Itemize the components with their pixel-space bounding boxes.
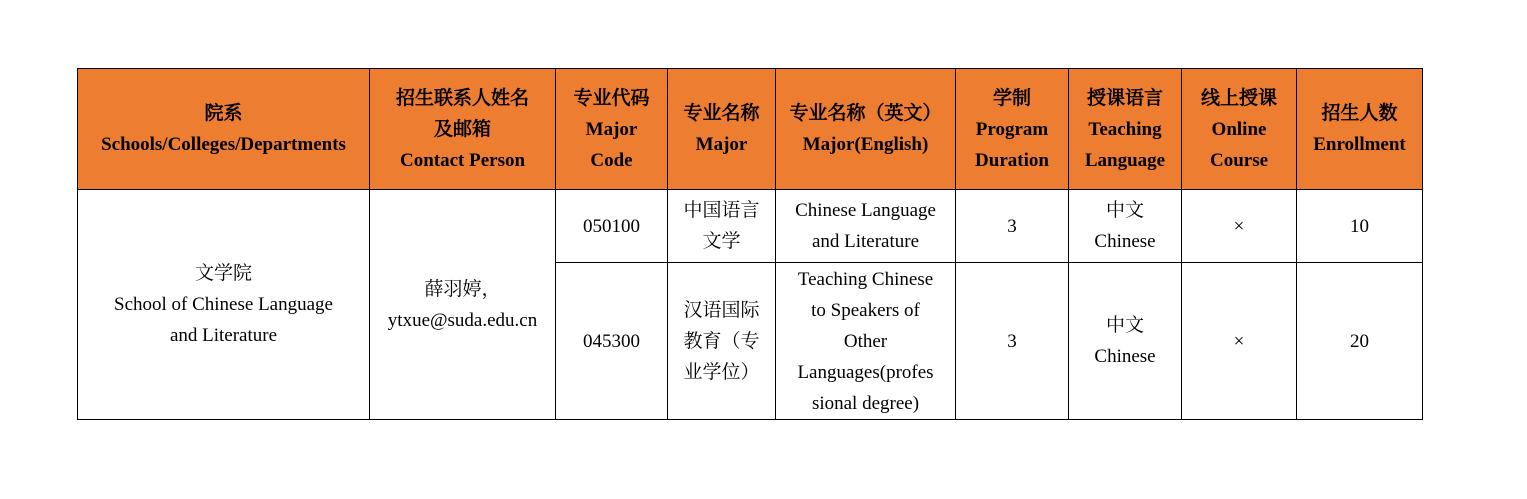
major-en-line: and Literature [811, 231, 920, 252]
major-code-cell: 045300 [556, 263, 668, 420]
header-contact-en: Contact Person [399, 149, 526, 171]
header-department-zh: 院系 [204, 103, 243, 124]
header-contact-zh-2: 及邮箱 [433, 118, 491, 140]
header-row [78, 69, 1423, 190]
header-language [1069, 69, 1182, 190]
header-language-zh: 授课语言 [1086, 87, 1163, 109]
header-language-en-1: Teaching [1088, 118, 1162, 140]
major-en-cell [776, 263, 956, 420]
header-language-en-2: Language [1084, 149, 1166, 171]
major-code-cell: 050100 [556, 190, 668, 263]
header-major-en: Major [695, 134, 748, 155]
language-en: Chinese [1094, 231, 1156, 252]
online-cell: × [1182, 190, 1297, 263]
language-cell [1069, 190, 1182, 263]
header-major [668, 69, 776, 190]
contact-name: 薛羽婷， [424, 278, 501, 300]
major-en-line: Chinese Language [795, 200, 936, 221]
duration-cell: 3 [956, 263, 1069, 420]
table-row [78, 190, 1423, 263]
header-duration-en-2: Duration [975, 149, 1049, 171]
header-enrollment-zh: 招生人数 [1321, 103, 1398, 124]
enrollment-cell: 20 [1297, 263, 1423, 420]
header-online [1182, 69, 1297, 190]
header-contact [370, 69, 556, 190]
header-major-code [556, 69, 668, 190]
major-en-line: Other [843, 330, 888, 352]
major-zh-line: 汉语国际 [683, 299, 760, 321]
header-enrollment-en: Enrollment [1313, 134, 1406, 155]
school-zh: 文学院 [194, 263, 252, 284]
major-zh-cell [668, 190, 776, 263]
admissions-table [77, 68, 1423, 420]
major-zh-line: 文学 [702, 231, 741, 252]
header-department [78, 69, 370, 190]
header-online-en-2: Course [1209, 149, 1269, 171]
header-major-english-en: Major(English) [802, 134, 929, 155]
header-duration [956, 69, 1069, 190]
header-duration-zh: 学制 [992, 87, 1031, 109]
header-major-english [776, 69, 956, 190]
major-en-line: sional degree) [811, 392, 920, 414]
language-zh: 中文 [1105, 200, 1144, 221]
school-en-2: and Literature [169, 325, 278, 346]
language-cell [1069, 263, 1182, 420]
language-en: Chinese [1094, 346, 1156, 367]
major-en-line: Teaching Chinese [797, 268, 934, 290]
table-body [78, 190, 1423, 420]
header-major-code-en-2: Code [590, 149, 633, 171]
header-major-code-zh: 专业代码 [573, 87, 650, 109]
header-major-zh: 专业名称 [683, 103, 760, 124]
major-zh-line: 中国语言 [683, 200, 760, 221]
header-duration-en-1: Program [975, 118, 1049, 140]
duration-cell: 3 [956, 190, 1069, 263]
major-zh-line: 业学位） [683, 361, 760, 383]
school-en-1: School of Chinese Language [114, 294, 333, 315]
major-en-line: to Speakers of [811, 299, 920, 321]
major-zh-cell [668, 263, 776, 420]
enrollment-cell: 10 [1297, 190, 1423, 263]
major-zh-line: 教育（专 [683, 330, 760, 352]
major-en-line: Languages(profes [797, 361, 934, 383]
header-major-english-zh: 专业名称（英文） [789, 103, 942, 124]
contact-cell [370, 190, 556, 420]
contact-email: ytxue@suda.edu.cn [387, 309, 538, 331]
header-department-en: Schools/Colleges/Departments [101, 134, 346, 155]
header-enrollment [1297, 69, 1423, 190]
header-online-zh: 线上授课 [1200, 87, 1277, 109]
online-cell: × [1182, 263, 1297, 420]
header-online-en-1: Online [1211, 118, 1267, 140]
header-contact-zh-1: 招生联系人姓名 [395, 87, 529, 109]
table-header [78, 69, 1423, 190]
language-zh: 中文 [1105, 315, 1144, 336]
header-major-code-en-1: Major [585, 118, 638, 140]
school-cell [78, 190, 370, 420]
major-en-cell [776, 190, 956, 263]
